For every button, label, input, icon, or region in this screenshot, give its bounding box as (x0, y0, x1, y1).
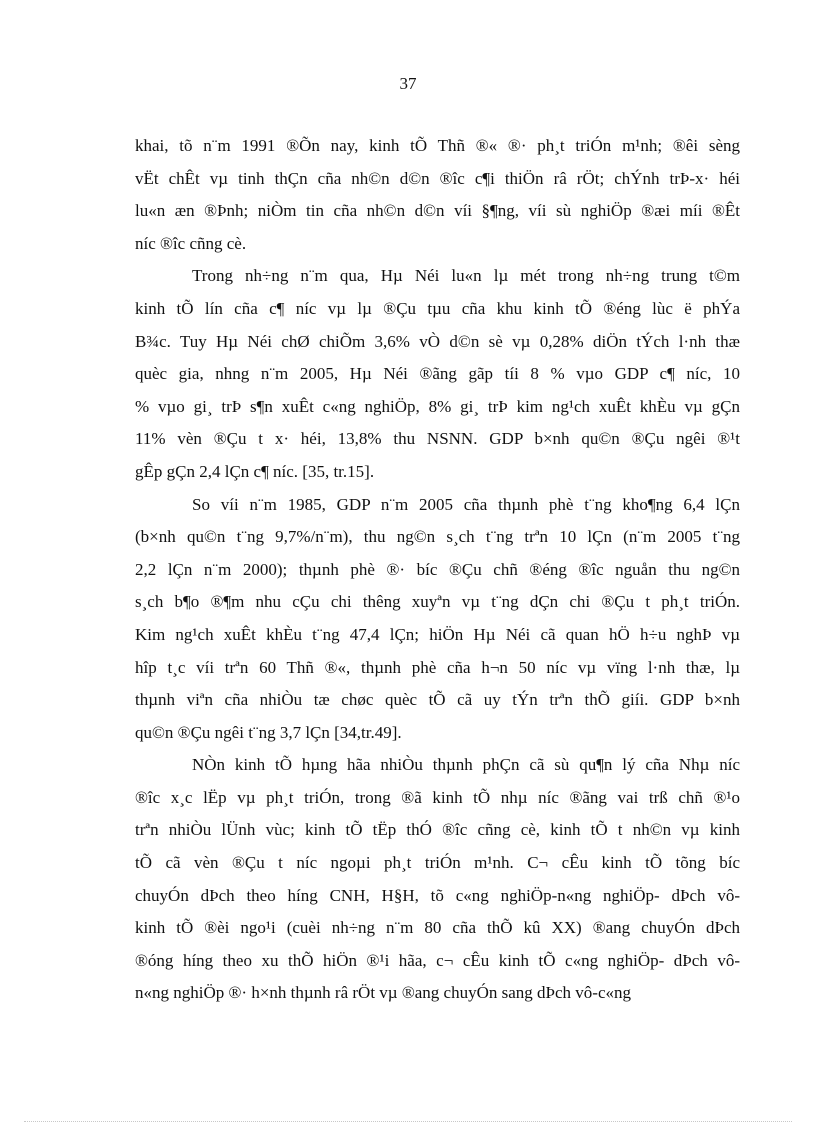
text-line: qu©n ®Çu ngêi t¨ng 3,7 lÇn [34,tr.49]. (135, 722, 402, 742)
text-line: ®óng híng theo xu thÕ hiÖn ®¹i hãa, c¬ cÊu kinh tÕ c«ng nghiÖp- dÞch vô- (135, 950, 740, 970)
text-line: níc ®îc cñng cè. (135, 233, 247, 253)
paragraph (135, 130, 740, 260)
text-line: chuyÓn dÞch theo híng CNH, H§H, tõ c«ng nghiÖp-n«ng nghiÖp- dÞch vô- (135, 885, 740, 905)
text-line: hîp t¸c víi trªn 60 Thñ ®«, thµnh phè cña h¬n 50 níc vµ vïng l·nh thæ, lµ (135, 657, 740, 677)
text-line: kinh tÕ ®èi ngo¹i (cuèi nh÷ng n¨m 80 cña thÕ kû XX) ®ang chuyÓn dÞch (135, 918, 740, 938)
page-number: 37 (399, 74, 417, 93)
text-line: ®îc x¸c lËp vµ ph¸t triÓn, trong ®ã kinh tÕ nhµ níc ®ãng vai trß chñ ®¹o (135, 787, 740, 807)
text-line: n«ng nghiÖp ®· h×nh thµnh râ rÖt vµ ®ang chuyÓn sang dÞch vô-c«ng (135, 983, 631, 1003)
text-line: khai, tõ n¨m 1991 ®Õn nay, kinh tÕ Thñ ®« ®· ph¸t triÓn m¹nh; ®êi sèng (135, 136, 740, 155)
page-bottom-border (24, 1121, 792, 1122)
text-line: trªn nhiÒu lÜnh vùc; kinh tÕ tËp thÓ ®îc cñng cè, kinh tÕ t nh©n vµ kinh (135, 820, 740, 840)
text-line: So víi n¨m 1985, GDP n¨m 2005 cña thµnh phè t¨ng kho¶ng 6,4 lÇn (192, 494, 740, 514)
text-line: thµnh viªn cña nhiÒu tæ chøc quèc tÕ cã uy tÝn trªn thÕ giíi. GDP b×nh (135, 690, 740, 710)
text-line: 11% vèn ®Çu t x· héi, 13,8% thu NSNN. GDP b×nh qu©n ®Çu ngêi ®¹t (135, 429, 740, 449)
text-line: vËt chÊt vµ tinh thÇn cña nh©n d©n ®îc c¶i thiÖn râ rÖt; chÝnh trÞ-x· héi (135, 168, 740, 188)
text-line: s¸ch b¶o ®¶m nhu cÇu chi thêng xuyªn vµ t¨ng dÇn chi ®Çu t ph¸t triÓn. (135, 592, 740, 612)
text-line: Trong nh÷ng n¨m qua, Hµ Néi lu«n lµ mét trong nh÷ng trung t©m (192, 266, 740, 286)
text-line: tÕ cã vèn ®Çu t níc ngoµi ph¸t triÓn m¹nh. C¬ cÊu kinh tÕ tõng bíc (135, 853, 740, 873)
body-text (135, 130, 740, 1010)
paragraph (135, 489, 740, 750)
text-line: NÒn kinh tÕ hµng hãa nhiÒu thµnh phÇn cã sù qu¶n lý cña Nhµ níc (192, 755, 740, 775)
text-line: % vµo gi¸ trÞ s¶n xuÊt c«ng nghiÖp, 8% gi¸ trÞ kim ng¹ch xuÊt khÈu vµ gÇn (135, 396, 740, 416)
paragraph (135, 260, 740, 488)
text-line: B¾c. Tuy Hµ Néi chØ chiÕm 3,6% vÒ d©n sè vµ 0,28% diÖn tÝch l·nh thæ (135, 331, 740, 351)
text-line: Kim ng¹ch xuÊt khÈu t¨ng 47,4 lÇn; hiÖn Hµ Néi cã quan hÖ h÷u nghÞ vµ (135, 624, 740, 644)
text-line: kinh tÕ lín cña c¶ níc vµ lµ ®Çu tµu cña khu kinh tÕ ®éng lùc ë phÝa (135, 298, 740, 318)
text-line: quèc gia, nhng n¨m 2005, Hµ Néi ®ãng gãp tíi 8 % vµo GDP c¶ níc, 10 (135, 364, 740, 384)
text-line: 2,2 lÇn n¨m 2000); thµnh phè ®· bíc ®Çu chñ ®éng ®îc nguån thu ng©n (135, 559, 740, 579)
text-line: gÊp gÇn 2,4 lÇn c¶ níc. [35, tr.15]. (135, 461, 375, 481)
text-line: (b×nh qu©n t¨ng 9,7%/n¨m), thu ng©n s¸ch t¨ng trªn 10 lÇn (n¨m 2005 t¨ng (135, 527, 740, 547)
paragraph (135, 749, 740, 1010)
text-line: lu«n æn ®Þnh; niÒm tin cña nh©n d©n víi §¶ng, víi sù nghiÖp ®æi míi ®Êt (135, 201, 740, 221)
